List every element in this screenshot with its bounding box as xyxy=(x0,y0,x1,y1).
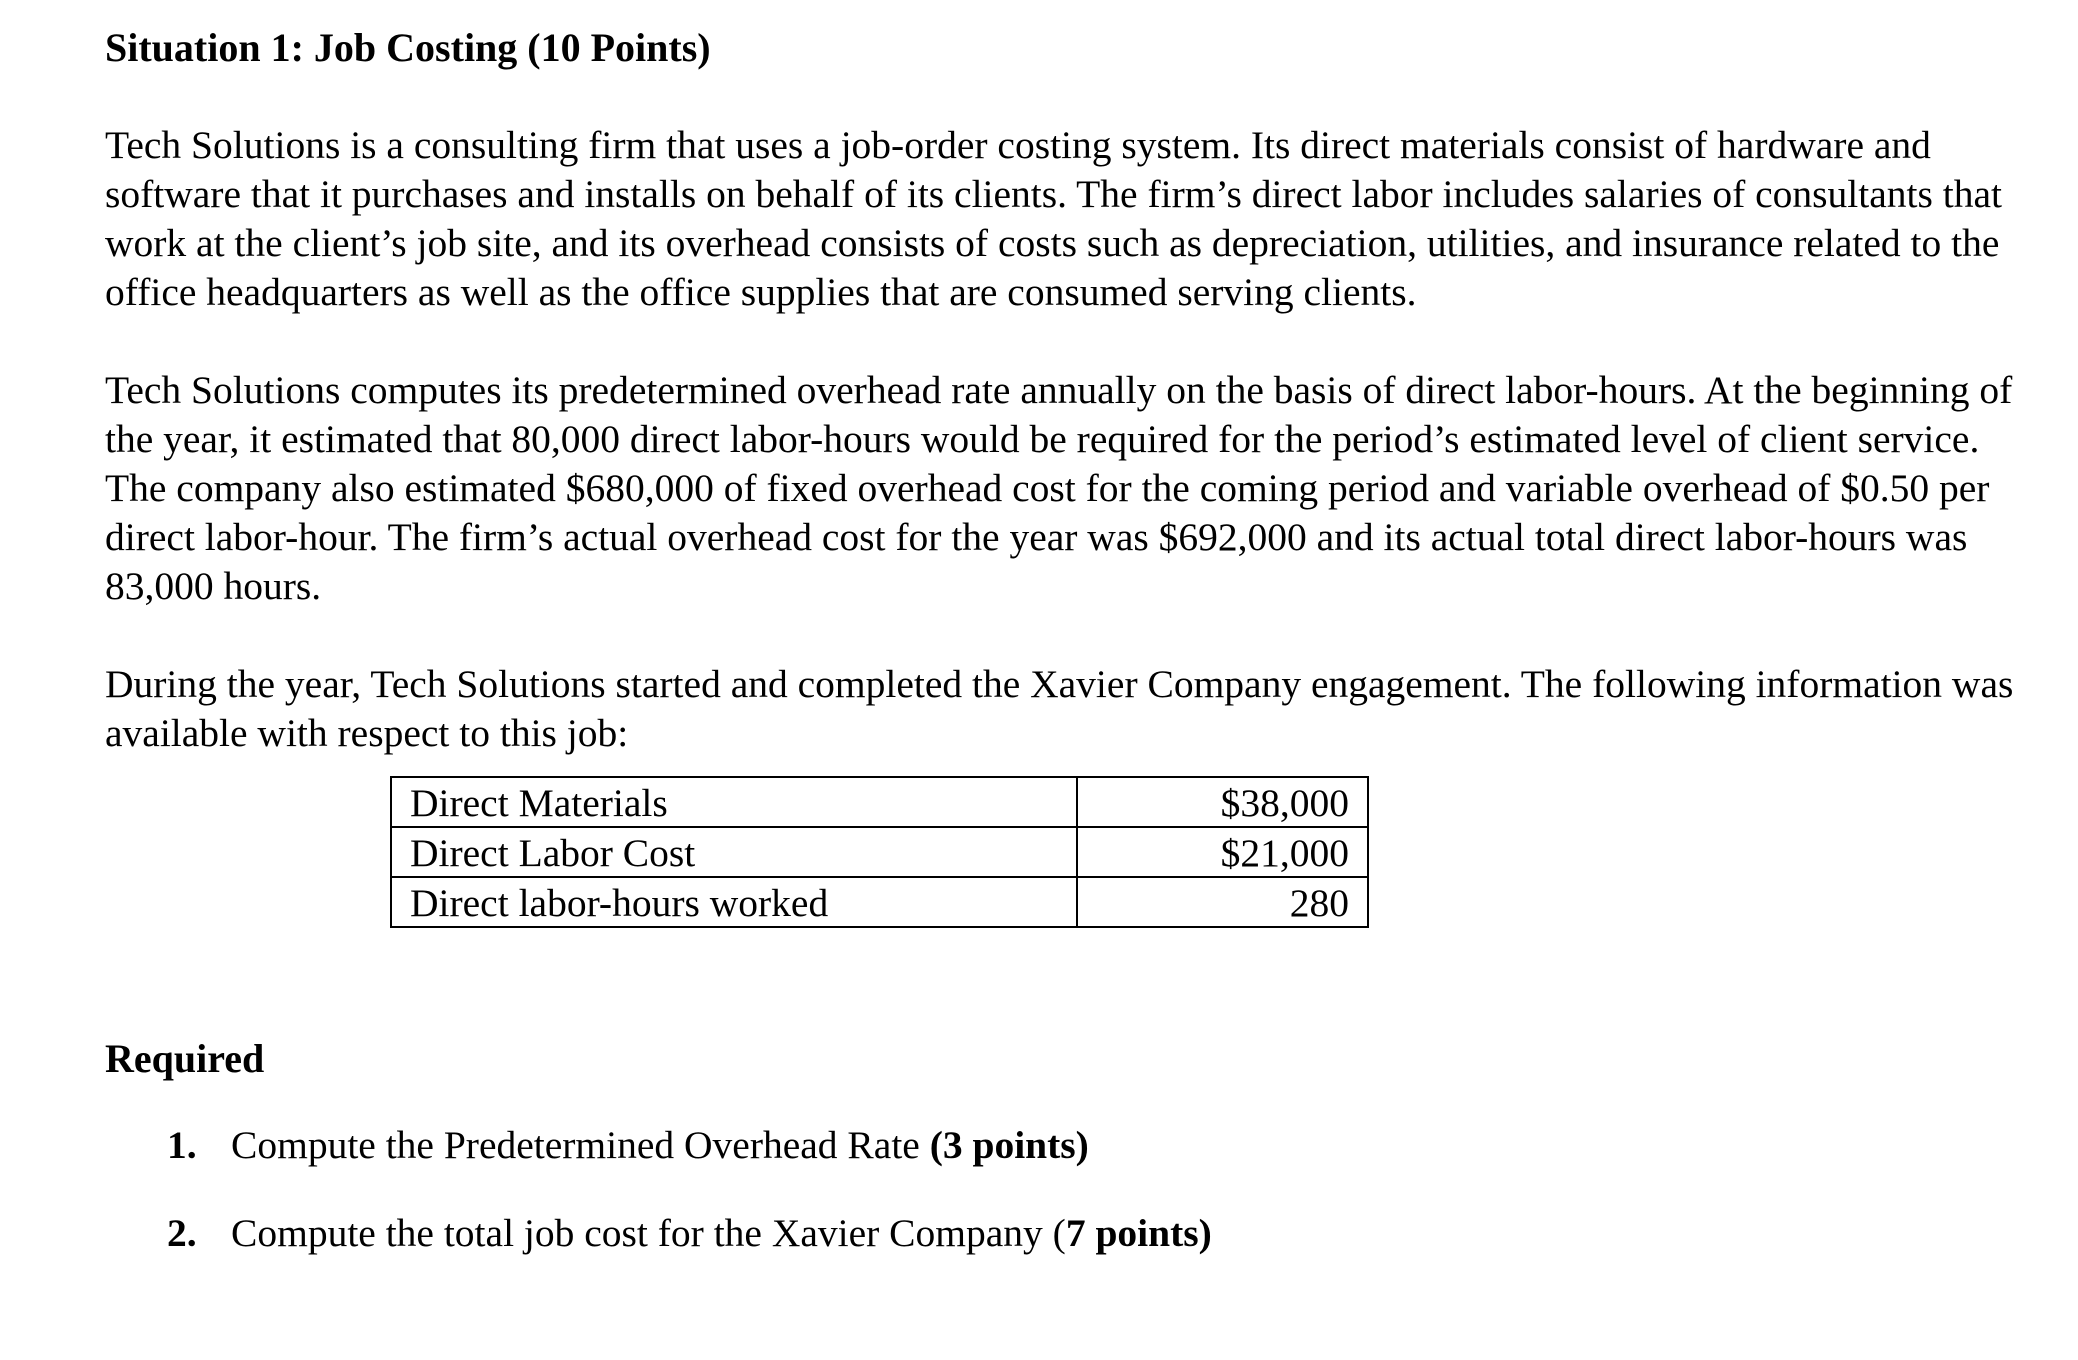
table-row xyxy=(391,827,1368,877)
list-item xyxy=(167,1209,2035,1257)
list-item xyxy=(167,1121,2035,1169)
job-cost-table xyxy=(390,776,1369,928)
table-row xyxy=(391,877,1368,927)
item-points: (3 points) xyxy=(929,1123,1089,1167)
overhead-paragraph: Tech Solutions computes its predetermined overhead rate annually on the basis of direct labor-hours. At the beginning of the year, it estimated that 80,000 direct labor-hours would be required for the period’s estimated level of client service. The company also estimated $680,000 of fixed overhead cost for the coming period and variable overhead of $0.50 per direct labor-hour. The firm’s actual overhead cost for the year was $692,000 and its actual total direct labor-hours was 83,000 hours. xyxy=(105,368,2013,608)
required-heading: Required xyxy=(105,1036,265,1081)
item-text xyxy=(231,1209,1212,1257)
item-points-paren: ( xyxy=(1052,1211,1066,1255)
row-label-direct-materials: Direct Materials xyxy=(391,777,1077,827)
item-text xyxy=(231,1121,1089,1169)
row-value-direct-labor-cost: $21,000 xyxy=(1077,827,1368,877)
situation-title: Situation 1: Job Costing (10 Points) xyxy=(105,25,711,70)
row-value-direct-labor-hours: 280 xyxy=(1077,877,1368,927)
item-text-body: Compute the total job cost for the Xavier Company xyxy=(231,1211,1053,1255)
engagement-paragraph: During the year, Tech Solutions started and completed the Xavier Company engagement. The following information was available with respect to this job: xyxy=(105,662,2014,755)
item-text-body: Compute the Predetermined Overhead Rate xyxy=(231,1123,930,1167)
required-list xyxy=(105,1121,2035,1257)
table-row xyxy=(391,777,1368,827)
intro-paragraph: Tech Solutions is a consulting firm that uses a job-order costing system. Its direct materials consist of hardware and software that it purchases and installs on behalf of its clients. The firm’s direct labor includes salaries of consultants that work at the client’s job site, and its overhead consists of costs such as depreciation, utilities, and insurance related to the office headquarters as well as the office supplies that are consumed serving clients. xyxy=(105,123,2002,314)
row-label-direct-labor-hours: Direct labor-hours worked xyxy=(391,877,1077,927)
document-page xyxy=(105,24,2035,1297)
item-number: 1. xyxy=(167,1123,197,1167)
row-label-direct-labor-cost: Direct Labor Cost xyxy=(391,827,1077,877)
row-value-direct-materials: $38,000 xyxy=(1077,777,1368,827)
item-points: 7 points) xyxy=(1065,1211,1212,1255)
item-number: 2. xyxy=(167,1211,197,1255)
